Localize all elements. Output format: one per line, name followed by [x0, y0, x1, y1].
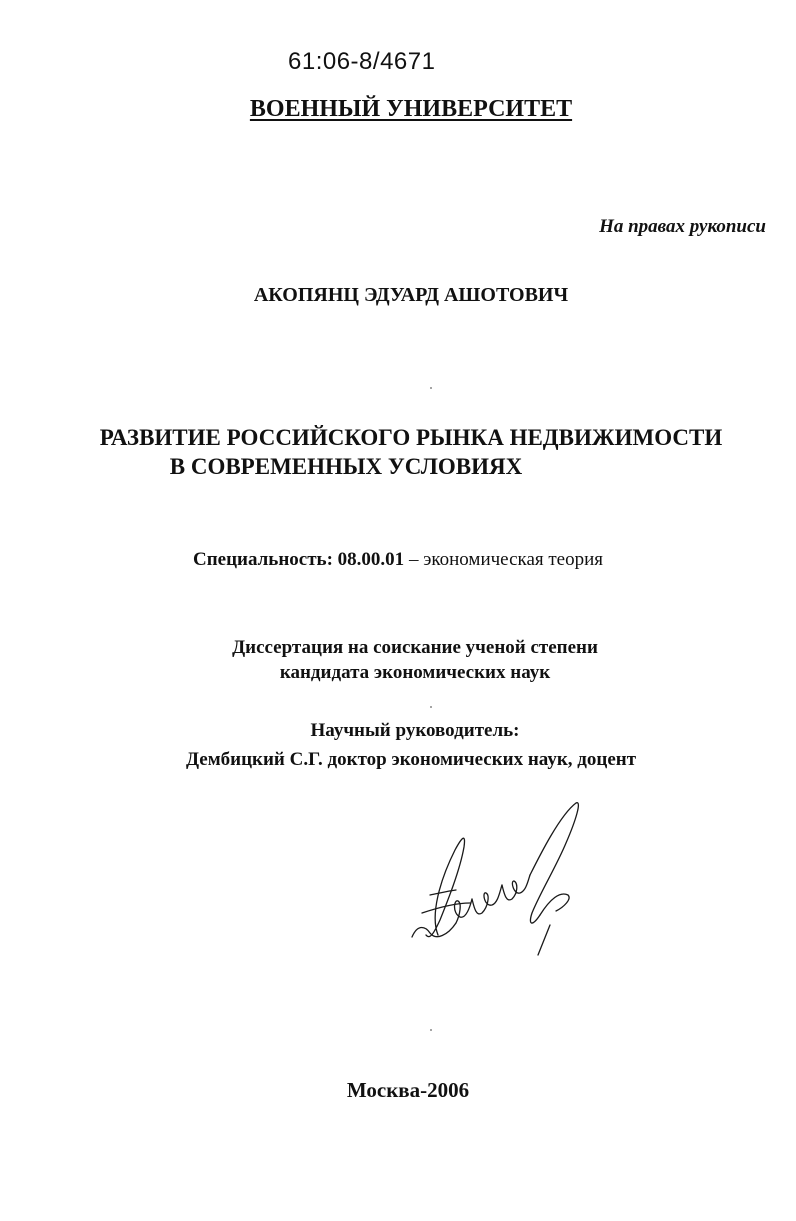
manuscript-note: На правах рукописи — [599, 216, 766, 237]
author-name: АКОПЯНЦ ЭДУАРД АШОТОВИЧ — [253, 284, 569, 306]
signature — [400, 795, 580, 960]
degree-statement-line-2: кандидата экономических наук — [279, 662, 551, 683]
thesis-title-line-2: В СОВРЕМЕННЫХ УСЛОВИЯХ — [169, 454, 523, 479]
specialty-label: Специальность: 08.00.01 — [192, 549, 405, 570]
specialty-value: – экономическая теория — [404, 549, 604, 570]
scan-speck — [430, 1029, 432, 1031]
catalog-code: 61:06-8/4671 — [288, 48, 436, 75]
supervisor-name: Дембицкий С.Г. доктор экономических наук, доцент — [185, 749, 637, 770]
specialty — [0, 550, 796, 569]
scan-speck — [430, 706, 432, 708]
degree-statement-line-1: Диссертация на соискание ученой степени — [232, 637, 598, 658]
thesis-title-line-1: РАЗВИТИЕ РОССИЙСКОГО РЫНКА НЕДВИЖИМОСТИ — [99, 425, 723, 450]
city-and-year: Москва-2006 — [346, 1078, 470, 1102]
supervisor-label: Научный руководитель: — [310, 720, 520, 741]
university-name: ВОЕННЫЙ УНИВЕРСИТЕТ — [249, 96, 573, 122]
scan-speck — [430, 387, 432, 389]
